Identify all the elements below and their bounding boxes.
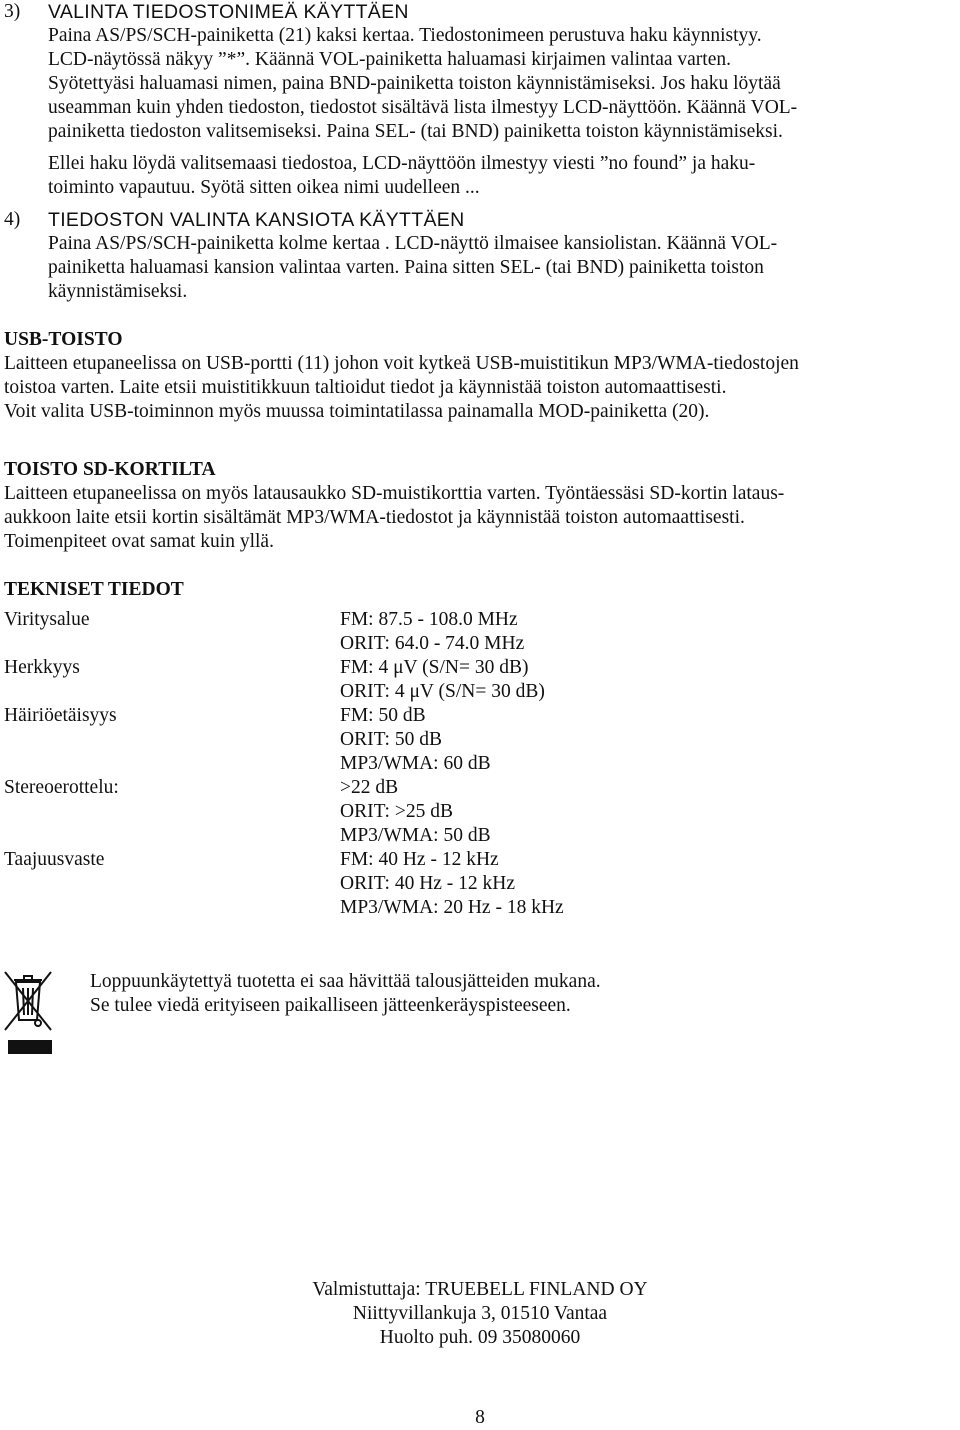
section-3-note [48,152,948,200]
specs-table [4,608,704,920]
spec-value: ORIT: 4 μV (S/N= 30 dB) [340,681,545,702]
section-3-line: Syötettyäsi haluamasi nimen, paina BND-painiketta toiston käynnistämiseksi. Jos haku löytää [48,73,781,94]
section-4-line: käynnistämiseksi. [48,281,188,302]
disposal-line: Se tulee viedä erityiseen paikalliseen jätteenkeräyspisteeseen. [90,995,571,1016]
spec-values [340,776,704,848]
footer-line: Niittyvillankuja 3, 01510 Vantaa [352,1303,608,1324]
section-4-line: Paina AS/PS/SCH-painiketta kolme kertaa . LCD-näyttö ilmaisee kansiolistan. Käännä VOL- [48,233,778,254]
sd-section [4,458,954,554]
section-3-note-line: Ellei haku löydä valitsemaasi tiedostoa, LCD-näyttöön ilmestyy viesti ”no found” ja haku- [48,153,756,174]
spec-values [340,704,704,776]
section-4-title: TIEDOSTON VALINTA KANSIOTA KÄYTTÄEN [48,209,465,231]
crossed-out-wheelie-bin-icon [2,968,54,1058]
section-3-note-line: toiminto vapautuu. Syötä sitten oikea nimi uudelleen ... [48,177,480,198]
usb-line: toistoa varten. Laite etsii muistitikkuun taltioidut tiedot ja käynnistää toiston automaattisesti. [4,377,727,398]
spec-label: Herkkyys [4,657,80,678]
manufacturer-footer [0,1278,960,1350]
section-3-line: useamman kuin yhden tiedoston, tiedostot sisältävä lista ilmestyy LCD-näyttöön. Käännä VOL- [48,97,798,118]
sd-line: aukkoon laite etsii kortin sisältämät MP3/WMA-tiedostot ja käynnistää toiston automaattisesti. [4,507,745,528]
spec-value: FM: 4 μV (S/N= 30 dB) [340,657,529,678]
spec-value: >22 dB [340,777,399,798]
spec-row [4,704,704,776]
section-3-title: VALINTA TIEDOSTONIMEÄ KÄYTTÄEN [48,1,409,23]
section-3-body [48,0,948,144]
spec-label: Taajuusvaste [4,849,105,870]
spec-value: MP3/WMA: 60 dB [340,753,491,774]
disposal-notice [90,970,950,1018]
spec-value: FM: 40 Hz - 12 kHz [340,849,499,870]
spec-row [4,776,704,848]
section-3-line: Paina AS/PS/SCH-painiketta (21) kaksi kertaa. Tiedostonimeen perustuva haku käynnistyy. [48,25,762,46]
spec-value: FM: 87.5 - 108.0 MHz [340,609,518,630]
spec-value: MP3/WMA: 50 dB [340,825,491,846]
section-4-line: painiketta haluamasi kansion valintaa varten. Paina sitten SEL- (tai BND) painiketta toiston [48,257,764,278]
sd-line: Laitteen etupaneelissa on myös latausaukko SD-muistikorttia varten. Työntäessäsi SD-kortin lataus- [4,483,785,504]
spec-value: ORIT: 50 dB [340,729,442,750]
usb-heading: USB-TOISTO [4,329,123,350]
spec-value: MP3/WMA: 20 Hz - 18 kHz [340,897,564,918]
usb-line: Laitteen etupaneelissa on USB-portti (11) johon voit kytkeä USB-muistitikun MP3/WMA-tiedostojen [4,353,799,374]
spec-label: Stereoerottelu: [4,777,119,798]
specs-heading: TEKNISET TIEDOT [4,579,184,600]
spec-value: ORIT: 40 Hz - 12 kHz [340,873,516,894]
spec-row [4,608,704,656]
usb-line: Voit valita USB-toiminnon myös muussa toimintatilassa painamalla MOD-painiketta (20). [4,401,710,422]
usb-section [4,328,954,424]
spec-value: ORIT: >25 dB [340,801,453,822]
section-4-number: 4) [4,209,21,230]
spec-row [4,848,704,920]
spec-row [4,656,704,704]
spec-values [340,656,704,704]
section-3-line: painiketta tiedoston valitsemiseksi. Paina SEL- (tai BND) painiketta toiston käynnistämiseksi. [48,121,783,142]
spec-values [340,848,704,920]
spec-label: Viritysalue [4,609,90,630]
sd-line: Toimenpiteet ovat samat kuin yllä. [4,531,274,552]
section-3-number: 3) [4,1,21,22]
section-3-line: LCD-näytössä näkyy ”*”. Käännä VOL-painiketta haluamasi kirjaimen valintaa varten. [48,49,731,70]
footer-line: Huolto puh. 09 35080060 [379,1327,581,1348]
footer-line: Valmistuttaja: TRUEBELL FINLAND OY [312,1279,648,1300]
spec-label: Häiriöetäisyys [4,705,117,726]
page-number: 8 [475,1407,485,1428]
spec-values [340,608,704,656]
spec-value: FM: 50 dB [340,705,426,726]
disposal-line: Loppuunkäytettyä tuotetta ei saa hävittää talousjätteiden mukana. [90,971,601,992]
sd-heading: TOISTO SD-KORTILTA [4,459,216,480]
section-4-body [48,208,948,304]
spec-value: ORIT: 64.0 - 74.0 MHz [340,633,525,654]
